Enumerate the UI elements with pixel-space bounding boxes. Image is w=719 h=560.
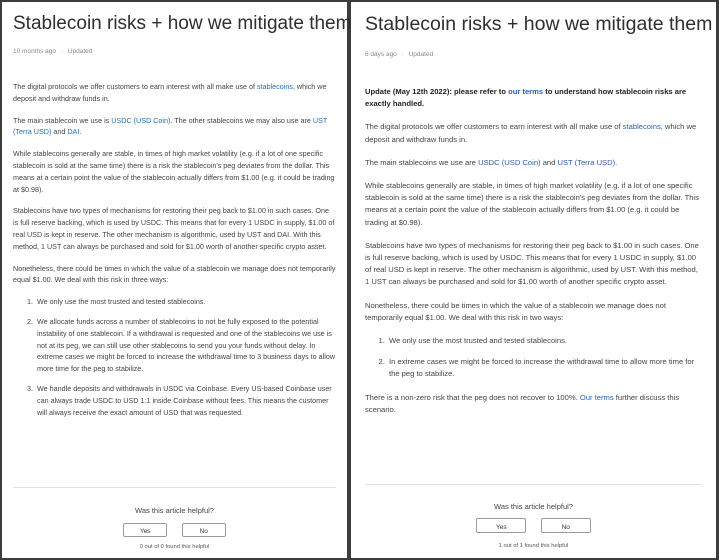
paragraph-intro bbox=[365, 121, 702, 145]
text: . The other stablecoins we may also use are bbox=[170, 115, 313, 125]
our-terms-link[interactable]: Our terms bbox=[579, 392, 614, 402]
text: The main stablecoin we use is bbox=[13, 115, 112, 125]
text: The main stablecoins we use are bbox=[365, 157, 479, 167]
mitigation-list bbox=[365, 335, 702, 381]
paragraph-volatility: While stablecoins generally are stable, in times of high market volatility (e.g. if a lot of one specific stablecoin is sold at the same time) there is a risk the stablecoin's peg deviates from the dollar. This means at a certain point the value of the stablecoin actually differs from $1.00 (e.g. it could be trading at $0.98). bbox=[13, 149, 335, 194]
ust-link[interactable]: UST (Terra USD) bbox=[557, 157, 616, 167]
article-body bbox=[13, 81, 336, 418]
text: , which we deposit and withdraw funds in. bbox=[365, 122, 697, 144]
usdc-link[interactable]: USDC (USD Coin) bbox=[478, 157, 541, 167]
article-new-version bbox=[351, 2, 716, 558]
text: Update (May 12th 2022): please refer to bbox=[365, 87, 509, 96]
article-title: Stablecoin risks + how we mitigate them bbox=[365, 13, 713, 35]
usdc-link[interactable]: USDC (USD Coin) bbox=[111, 115, 171, 125]
list-item: 1. We only use the most trusted and tested stablecoins. bbox=[35, 296, 336, 308]
stablecoins-link[interactable]: stablecoins bbox=[622, 122, 661, 132]
article-updated-label: Updated bbox=[408, 51, 434, 58]
dai-link[interactable]: DAI bbox=[67, 127, 80, 137]
article-title: Stablecoin risks + how we mitigate them bbox=[13, 13, 352, 34]
helpful-count: 0 out of 0 found this helpful bbox=[139, 544, 210, 550]
text: to understand how stablecoin risks are exactly handled. bbox=[365, 87, 687, 109]
yes-button[interactable]: Yes bbox=[123, 523, 167, 537]
article-old-version bbox=[2, 2, 352, 558]
helpful-count: 1 out of 1 found this helpful bbox=[498, 543, 569, 549]
ust-link[interactable]: UST (Terra USD) bbox=[13, 115, 328, 137]
helpful-question: Was this article helpful? bbox=[494, 502, 573, 511]
text: and bbox=[540, 157, 558, 167]
paragraph-nonzero-risk bbox=[365, 392, 702, 416]
text: The digital protocols we offer customers to earn interest with all make use of bbox=[365, 122, 623, 132]
footer-divider bbox=[13, 487, 336, 488]
paragraph-risk: Nonetheless, there could be times in which the value of a stablecoin we manage does not temporarily equal $1.00. We deal with this risk in three ways: bbox=[13, 263, 336, 285]
text: and bbox=[51, 127, 68, 137]
no-button[interactable]: No bbox=[541, 518, 591, 533]
meta-separator: · bbox=[401, 51, 404, 58]
paragraph-main-stablecoins bbox=[13, 115, 336, 139]
stablecoins-link[interactable]: stablecoins bbox=[256, 82, 293, 91]
paragraph-intro bbox=[13, 81, 336, 105]
text: . bbox=[79, 127, 82, 137]
article-meta bbox=[13, 48, 336, 55]
paragraph-mechanisms: Stablecoins have two types of mechanisms for restoring their peg back to $1.00 in such cases. One is full reserve backing, which is used by USDC. This means that for every 1 USDC in supply, $1.00 of real USD is kept in reserve. The other mechanism is algorithmic, used by UST. With this method, 1 UST can always be purchased and sold for $1.00 worth of another specific crypto asset. bbox=[365, 240, 699, 287]
paragraph-main-stablecoins bbox=[365, 157, 702, 169]
helpful-question: Was this article helpful? bbox=[135, 506, 214, 515]
article-age: 10 months ago bbox=[13, 48, 57, 55]
mitigation-list bbox=[13, 296, 336, 418]
meta-separator: · bbox=[60, 48, 63, 55]
update-notice bbox=[365, 86, 702, 110]
vote-buttons bbox=[2, 520, 347, 538]
our-terms-link[interactable]: our terms bbox=[508, 87, 544, 96]
text: , which we deposit and withdraw funds in. bbox=[13, 82, 327, 103]
no-button[interactable]: No bbox=[182, 523, 226, 537]
article-updated-label: Updated bbox=[67, 48, 93, 55]
footer-divider bbox=[365, 484, 702, 485]
text: The digital protocols we offer customers to earn interest with all make use of bbox=[13, 82, 257, 91]
vote-buttons bbox=[351, 516, 716, 534]
list-item: 1. We only use the most trusted and tested stablecoins. bbox=[387, 335, 702, 347]
text: There is a non-zero risk that the peg does not recover to 100%. bbox=[365, 392, 580, 402]
text: . bbox=[615, 157, 618, 167]
paragraph-volatility: While stablecoins generally are stable, in times of high market volatility (e.g. if a lot of one specific stablecoin is sold at the same time) there is a risk the stablecoin's peg deviates from the dollar. This means at a certain point the value of the stablecoin actually differs from $1.00 (e.g. it could be trading at $0.98). bbox=[365, 181, 699, 227]
list-item: 2. We allocate funds across a number of stablecoins to not be fully exposed to the potential instability of one stablecoin. If a withdrawal is requested and one of the stablecoins we use is not at its peg, we can still use other stablecoins to send you your funds without delay. In extreme cases we might be forced to increase the withdrawal time to 3 business days to allow more time for the peg to stabilize. bbox=[35, 316, 336, 375]
yes-button[interactable]: Yes bbox=[476, 518, 526, 533]
article-age: 6 days ago bbox=[365, 51, 397, 58]
paragraph-risk: Nonetheless, there could be times in which the value of a stablecoin we manage does not temporarily equal $1.00. We deal with this risk in two ways: bbox=[365, 300, 666, 322]
paragraph-mechanisms: Stablecoins have two types of mechanisms for restoring their peg back to $1.00 in such cases. One is full reserve backing, which is used by USDC. This means that for every 1 USDC in supply, $1.00 of real USD is kept in reserve. The other mechanism is algorithmic, used by UST and DAI. With this method, 1 UST can always be purchased and sold for $1.00 worth of another specific crypto asset. bbox=[13, 206, 335, 251]
article-meta bbox=[365, 51, 702, 58]
list-item: 3. We handle deposits and withdrawals in USDC via Coinbase. Every US-based Coinbase user can always trade USDC to USD 1:1 inside Coinbase without fees. This means the customer will always receive the exact amount of USD that was requested. bbox=[35, 383, 336, 418]
article-body bbox=[365, 86, 702, 416]
text: further discuss this scenario. bbox=[365, 392, 680, 414]
list-item: 2. In extreme cases we might be forced to increase the withdrawal time to allow more time for the peg to stabilize. bbox=[387, 356, 702, 380]
